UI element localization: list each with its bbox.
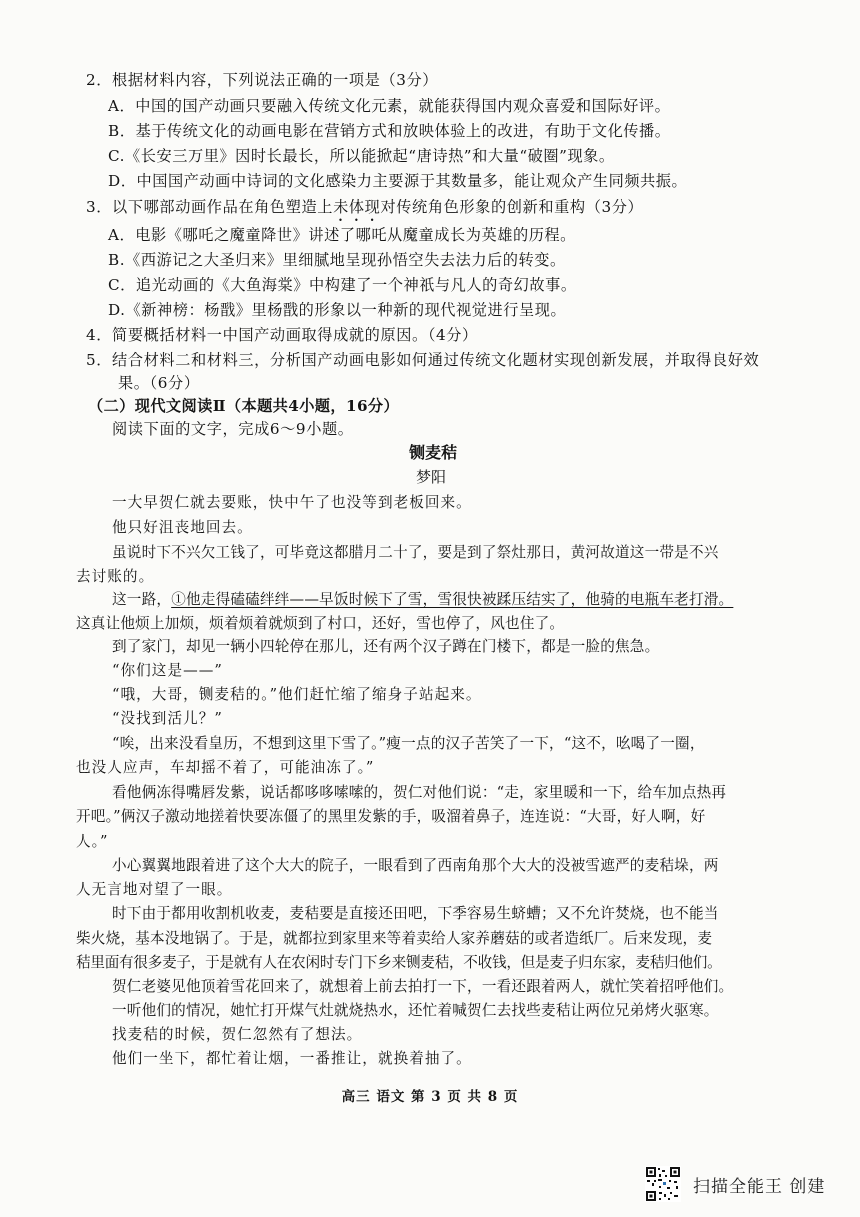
question-3-stem-pre: 3．以下哪部动画作品在角色塑造上 (86, 198, 334, 216)
story-paragraph-line: 贺仁老婆见他顶着雪花回来了，就想着上前去拍打一下，一看还跟着两人，就忙笑着招呼他们。 (112, 978, 734, 995)
underlined-sentence-1: ①他走得磕磕绊绊——早饭时候下了雪，雪很快被蹂压结实了，他骑的电瓶车老打滑。 (171, 591, 734, 608)
story-paragraph-line: 这真让他烦上加烦，烦着烦着就烦到了村口，还好，雪也停了，风也住了。 (76, 615, 565, 632)
question-3-option-c: C．追光动画的《大鱼海棠》中构建了一个神祇与凡人的奇幻故事。 (108, 276, 577, 294)
question-2-option-d: D．中国国产动画中诗词的文化感染力主要源于其数量多，能让观众产生同频共振。 (108, 172, 688, 190)
qr-code-icon (645, 1166, 681, 1202)
question-5-line-1: 5．结合材料二和材料三，分析国产动画电影如何通过传统文化题材实现创新发展，并取得良好效 (86, 351, 760, 369)
story-paragraph-line: 找麦秸的时候，贺仁忽然有了想法。 (112, 1026, 363, 1043)
scanner-watermark (645, 1165, 845, 1203)
story-paragraph-line: 到了家门，却见一辆小四轮停在那儿，还有两个汉子蹲在门楼下，都是一脸的焦急。 (112, 638, 660, 655)
question-2-stem: 2．根据材料内容，下列说法正确的一项是（3分） (86, 71, 439, 89)
story-paragraph-line: 柴火烧，基本没地锅了。于是，就都拉到家里来等着卖给人家养蘑菇的或者造纸厂。后来发现，麦 (76, 930, 713, 947)
story-author: 梦阳 (416, 468, 447, 486)
section-heading: （二）现代文阅读Ⅱ（本题共4小题，16分） (88, 397, 400, 415)
story-paragraph-line (112, 590, 733, 610)
story-paragraph-line: 去讨账的。 (76, 568, 155, 585)
question-3-stem-post: 对传统角色形象的创新和重构（3分） (380, 198, 644, 216)
question-2-option-b: B．基于传统文化的动画电影在营销方式和放映体验上的改进，有助于文化传播。 (108, 122, 671, 140)
question-5-line-2: 果。（6分） (118, 374, 200, 392)
story-paragraph-line: “你们这是——” (112, 662, 223, 679)
story-paragraph-line: 人无言地对望了一眼。 (76, 881, 233, 898)
story-paragraph-line: 一大早贺仁就去要账，快中午了也没等到老板回来。 (112, 494, 472, 511)
watermark-text: 扫描全能王 创建 (693, 1176, 826, 1197)
story-paragraph-line: 虽说时下不兴欠工钱了，可毕竟这都腊月二十了，要是到了祭灶那日，黄河故道这一带是不兴 (112, 544, 719, 561)
question-3-stem (86, 197, 643, 225)
story-line-prefix: 这一路， (112, 591, 172, 608)
story-paragraph-line: 看他俩冻得嘴唇发紫，说话都哆哆嗦嗦的，贺仁对他们说：“走，家里暖和一下，给车加点热再 (112, 784, 727, 801)
story-paragraph-line: 开吧。”俩汉子激动地搓着快要冻僵了的黑里发紫的手，吸溜着鼻子，连连说：“大哥，好人啊，好 (76, 808, 706, 825)
story-paragraph-line: 也没人应声，车却摇不着了，可能油冻了。” (76, 759, 375, 776)
section-instruction: 阅读下面的文字，完成6～9小题。 (112, 420, 354, 438)
page-footer: 高三 语文 第 3 页 共 8 页 (341, 1089, 519, 1105)
question-2-option-c: C.《长安三万里》因时长最长，所以能掀起“唐诗热”和大量“破圈”现象。 (108, 147, 615, 165)
question-3-option-a: A．电影《哪吒之魔童降世》讲述了哪吒从魔童成长为英雄的历程。 (108, 226, 576, 244)
question-3-option-d: D.《新神榜：杨戬》里杨戬的形象以一种新的现代视觉进行呈现。 (108, 301, 567, 319)
question-4: 4．简要概括材料一中国产动画取得成就的原因。（4分） (86, 326, 478, 344)
story-paragraph-line: “唉，出来没看皇历，不想到这里下雪了。”瘦一点的汉子苦笑了一下，“这不，吆喝了一圈， (112, 735, 705, 752)
question-3-stem-emphasis: 未体现 (333, 198, 381, 216)
story-paragraph-line: 他只好沮丧地回去。 (112, 519, 253, 536)
question-3-option-b: B.《西游记之大圣归来》里细腻地呈现孙悟空失去法力后的转变。 (108, 251, 566, 269)
story-paragraph-line: 他们一坐下，都忙着让烟，一番推让，就换着抽了。 (112, 1050, 472, 1067)
story-paragraph-line: 一听他们的情况，她忙打开煤气灶就烧热水，还忙着喊贺仁去找些麦秸让两位兄弟烤火驱寒。 (112, 1002, 719, 1019)
story-title: 铡麦秸 (409, 443, 458, 462)
story-paragraph-line: 小心翼翼地跟着进了这个大大的院子，一眼看到了西南角那个大大的没被雪遮严的麦秸垛，两 (112, 857, 719, 874)
story-paragraph-line: “没找到活儿？” (112, 710, 223, 727)
question-2-option-a: A．中国的国产动画只要融入传统文化元素，就能获得国内观众喜爱和国际好评。 (108, 97, 671, 115)
story-paragraph-line: 秸里面有很多麦子，于是就有人在农闲时专门下乡来铡麦秸，不收钱，但是麦子归东家，麦秸归他们。 (76, 954, 722, 971)
story-paragraph-line: 时下由于都用收割机收麦，麦秸要是直接还田吧，下季容易生蛴螬；又不允许焚烧，也不能当 (112, 905, 719, 922)
story-paragraph-line: “哦，大哥，铡麦秸的。”他们赶忙缩了缩身子站起来。 (112, 686, 482, 703)
story-paragraph-line: 人。” (76, 833, 109, 850)
